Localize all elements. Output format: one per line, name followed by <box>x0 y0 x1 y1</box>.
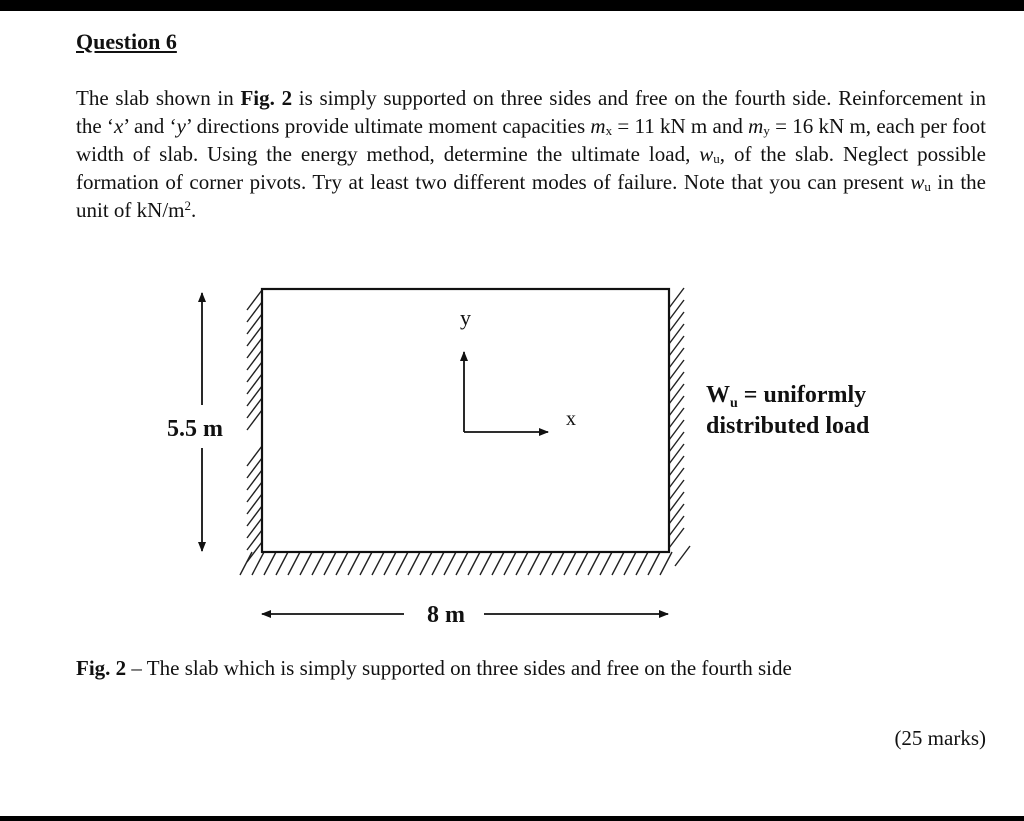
question-title: Question 6 <box>76 29 177 54</box>
left-support-hatching <box>247 290 262 562</box>
y-axis-label: y <box>460 305 471 330</box>
figure-caption: Fig. 2 – The slab which is simply supported on three sides and free on the fourth side <box>76 656 792 680</box>
x-axis-label: x <box>566 408 576 430</box>
figure-reference: Fig. 2 <box>240 86 293 110</box>
bottom-border <box>0 816 1024 821</box>
right-support-hatching <box>669 288 690 566</box>
load-label-line1: $W_u$ = uniformly <box>706 382 867 411</box>
load-label-line2: distributed load <box>706 413 870 439</box>
problem-statement: The slab shown in Fig. 2 is simply supported on three sides and free on the fourth side. Reinforcement in the ‘x’ and ‘y’ directions provide ultimate moment capacities $m_x = 11$ kN m and $m_y = 16$ kN m, each per foot width of slab. Using the energy method, determine the ultimate load, $w_u$, of the slab. Neglect possible formation of corner pivots. Try at least two different modes of failure. Note that you can present $w_u$ in the unit of $kN/m^2$. <box>76 86 987 222</box>
bottom-support-hatching <box>240 552 672 575</box>
marks-label: (25 marks) <box>894 726 986 750</box>
height-label: 5.5 m <box>167 416 223 442</box>
width-label: 8 m <box>427 602 465 628</box>
